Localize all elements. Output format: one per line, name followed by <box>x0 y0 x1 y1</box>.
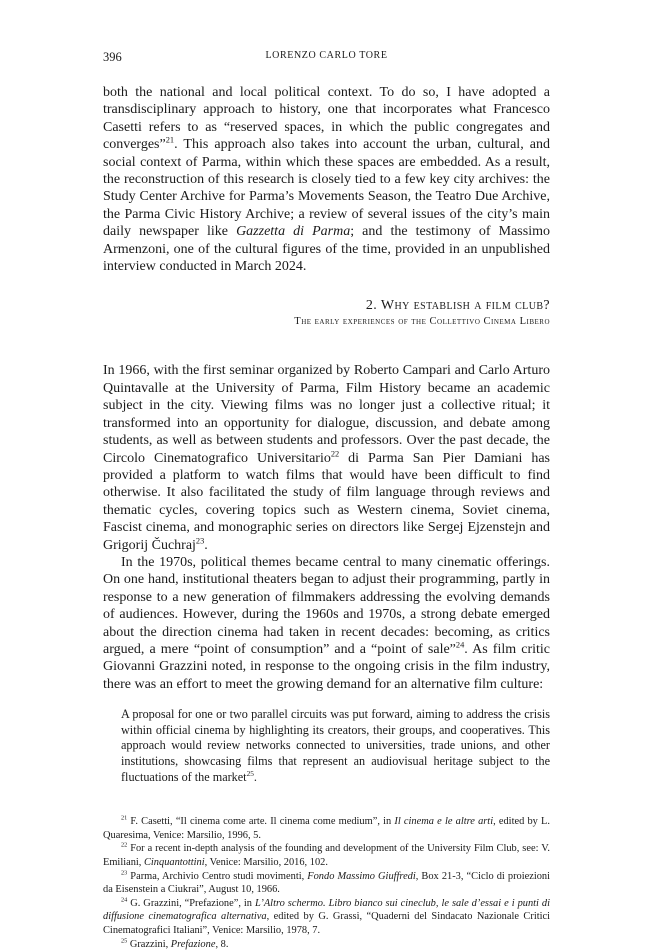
italic-title: Fondo Massimo Giuffredi <box>307 871 416 882</box>
text: Grazzini, <box>127 939 171 950</box>
text: In 1966, with the first seminar organized by Roberto Campari and Carlo Arturo Quintavalle at the University of Parma, Film History became an academic subject in the city. Viewing films was no longer just a collective ritual; it transformed into an opportunity for dialogue, discussion, and debate among students, as well as between students and professors. Over the past decade, the Circolo Cinematografico Universitario <box>103 363 550 465</box>
text: , edited by G. Grassi, “Quaderni del Sindacato Nazionale Critici Cinematografici Italiani”, Venice: Marsilio, 1978, 7. <box>103 911 550 936</box>
text: . <box>204 538 208 553</box>
paragraph-1966 <box>103 362 550 553</box>
text: both the national and local political context. To do so, I have adopted a transdisciplinary approach to history, one that incorporates what Francesco Casetti refers to as “reserved spaces, in which the public congregates and converges” <box>103 85 550 152</box>
footnote-number: 25 <box>121 937 127 944</box>
text: Parma, Archivio Centro studi movimenti, <box>127 871 307 882</box>
footnote-ref: 22 <box>331 449 339 458</box>
footnote-25 <box>103 938 550 951</box>
block-quote <box>121 707 550 785</box>
footnote-number: 21 <box>121 815 127 822</box>
footnote-24 <box>103 897 550 938</box>
running-head <box>103 50 550 68</box>
text: , Venice: Marsilio, 2016, 102. <box>205 857 328 868</box>
footnote-ref: 24 <box>456 640 464 649</box>
text: ; and the testimony of Massimo Armenzoni, one of the cultural figures of the time, provided in an unpublished interview conducted in March 2024. <box>103 224 550 274</box>
footnote-number: 22 <box>121 842 127 849</box>
text: di Parma San Pier Damiani has provided a platform to watch films that would have been difficult to find otherwise. It also facilitated the study of film language through reviews and thematic cycles, covering topics such as Western cinema, Soviet cinema, Fascist cinema, and monographic series on directors like Sergej Ejzenstejn and Grigorij Čuchraj <box>103 451 550 553</box>
text: , edited by L. Quaresima, Venice: Marsilio, 1996, 5. <box>103 816 550 841</box>
footnote-21 <box>103 815 550 842</box>
text: , 8. <box>215 939 228 950</box>
footnote-ref: 25 <box>247 769 254 778</box>
footnotes <box>103 815 550 951</box>
footnote-number: 23 <box>121 869 127 876</box>
text: For a recent in-depth analysis of the founding and development of the University Film Club, see: V. Emiliani, <box>103 843 550 868</box>
text: . This approach also takes into account the urban, cultural, and social context of Parma, within which these spaces are embedded. As a result, the reconstruction of this research is closely tied to a few key city archives: the Study Center Archive for Parma’s Movements Season, the Teatro Due Archive, the Parma Civic History Archive; a review of several issues of the city’s main daily newspaper like <box>103 137 550 239</box>
italic-title: Il cinema e le altre arti <box>394 816 493 827</box>
section-body <box>103 362 550 693</box>
italic-title: Cinquantottini <box>144 857 205 868</box>
section-subtitle: The early experiences of the Collettivo Cinema Libero <box>103 314 550 330</box>
section-title: 2. Why establish a film club? <box>103 297 550 314</box>
text: F. Casetti, “Il cinema come arte. Il cinema come medium”, in <box>127 816 394 827</box>
body-text <box>103 84 550 275</box>
paragraph-1970s <box>103 554 550 693</box>
text: . <box>254 770 257 784</box>
footnote-number: 24 <box>121 896 127 903</box>
text: In the 1970s, political themes became central to many cinematic offerings. On one hand, institutional theaters began to adjust their programming, partly in response to a new generation of filmmakers addressing the evolving demands of audiences. However, during the 1960s and 1970s, a strong debate emerged about the direction cinema had taken in recent decades: becoming, as critics argued, a mere “point of consumption” and a “point of sale” <box>103 555 550 657</box>
newspaper-title: Gazzetta di Parma <box>236 224 350 239</box>
text: , Box 21-3, “Ciclo di proiezioni da Eisenstein a Ciukrai”, August 10, 1966. <box>103 871 550 896</box>
footnote-22 <box>103 842 550 869</box>
footnote-ref: 23 <box>196 536 204 545</box>
italic-title: L’Altro schermo. Libro bianco sui cineclub, le sale d’essai e i punti di diffusione cinematografica alternativa <box>103 898 550 923</box>
page <box>103 50 550 951</box>
text: G. Grazzini, “Prefazione”, in <box>127 898 255 909</box>
text: A proposal for one or two parallel circuits was put forward, aiming to address the crisis within official cinema by highlighting its creators, their groups, and cooperatives. This approach would review networks connected to universities, trade unions, and other institutions, showcasing films that represent an audiovisual heritage subject to the fluctuations of the market <box>121 707 550 783</box>
page-number: 396 <box>103 50 122 65</box>
italic-title: Prefazione <box>171 939 216 950</box>
section-heading <box>103 297 550 330</box>
intro-paragraph <box>103 84 550 275</box>
footnote-ref: 21 <box>166 136 174 145</box>
footnote-23 <box>103 870 550 897</box>
running-title: LORENZO CARLO TORE <box>103 50 550 61</box>
text: . As film critic Giovanni Grazzini noted, in response to the ongoing crisis in the film industry, there was an effort to meet the growing demand for an alternative film culture: <box>103 642 550 692</box>
